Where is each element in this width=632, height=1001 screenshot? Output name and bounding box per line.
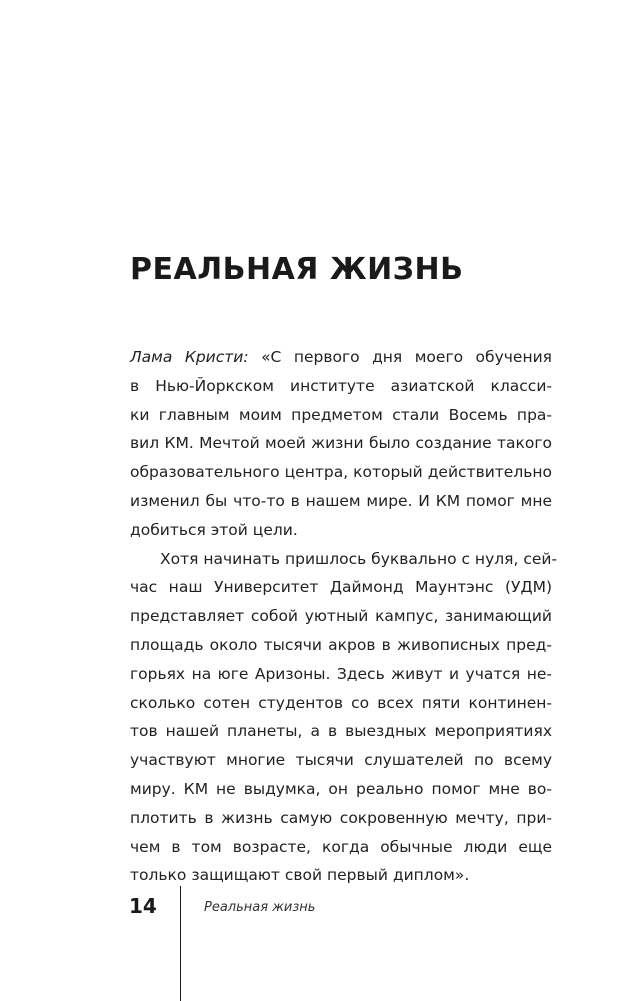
text-line: миру. КМ не выдумка, он реально помог мне во-: [130, 779, 552, 798]
text-line: образовательного центра, который действительно: [130, 463, 552, 482]
text-line: Лама Кристи: «С первого дня моего обучения: [130, 348, 552, 366]
text-line: чем в том возрасте, когда обычные люди еще: [130, 837, 552, 856]
text-line: час наш Университет Даймонд Маунтэнс (УДМ): [130, 578, 552, 597]
text-line: Хотя начинать пришлось буквально с нуля, сей-: [160, 549, 558, 568]
body-text: [130, 343, 558, 890]
running-head: Реальная жизнь: [204, 900, 316, 915]
footer-divider: [180, 886, 181, 1001]
text-line: плотить в жизнь самую сокровенную мечту, при-: [130, 808, 552, 827]
chapter-title: РЕАЛЬНАЯ ЖИЗНЬ: [130, 252, 464, 287]
text-line: в Нью-Йоркском институте азиатской класси-: [130, 376, 552, 395]
text-line: тов нашей планеты, а в выездных мероприятиях: [130, 722, 552, 741]
page-footer: [0, 880, 632, 1001]
text-line: только защищают свой первый диплом».: [130, 866, 470, 885]
text-line: представляет собой уютный кампус, занимающий: [130, 607, 552, 626]
text-line: изменил бы что-то в нашем мире. И КМ помог мне: [130, 491, 552, 510]
text-line: площадь около тысячи акров в живописных пред-: [130, 635, 552, 654]
speaker-name: Лама Кристи:: [130, 348, 249, 366]
text-line: добиться этой цели.: [130, 520, 298, 539]
text-line: вил КМ. Мечтой моей жизни было создание такого: [130, 434, 552, 453]
text-line: ки главным моим предметом стали Восемь пра-: [130, 405, 552, 424]
text-line: сколько сотен студентов со всех пяти континен-: [130, 693, 552, 712]
text-line: участвуют многие тысячи слушателей по всему: [130, 751, 552, 770]
page-number: 14: [129, 894, 157, 918]
paragraph-2: [130, 545, 558, 891]
paragraph-1: [130, 343, 552, 545]
text-line: горьях на юге Аризоны. Здесь живут и учатся не-: [130, 664, 552, 683]
